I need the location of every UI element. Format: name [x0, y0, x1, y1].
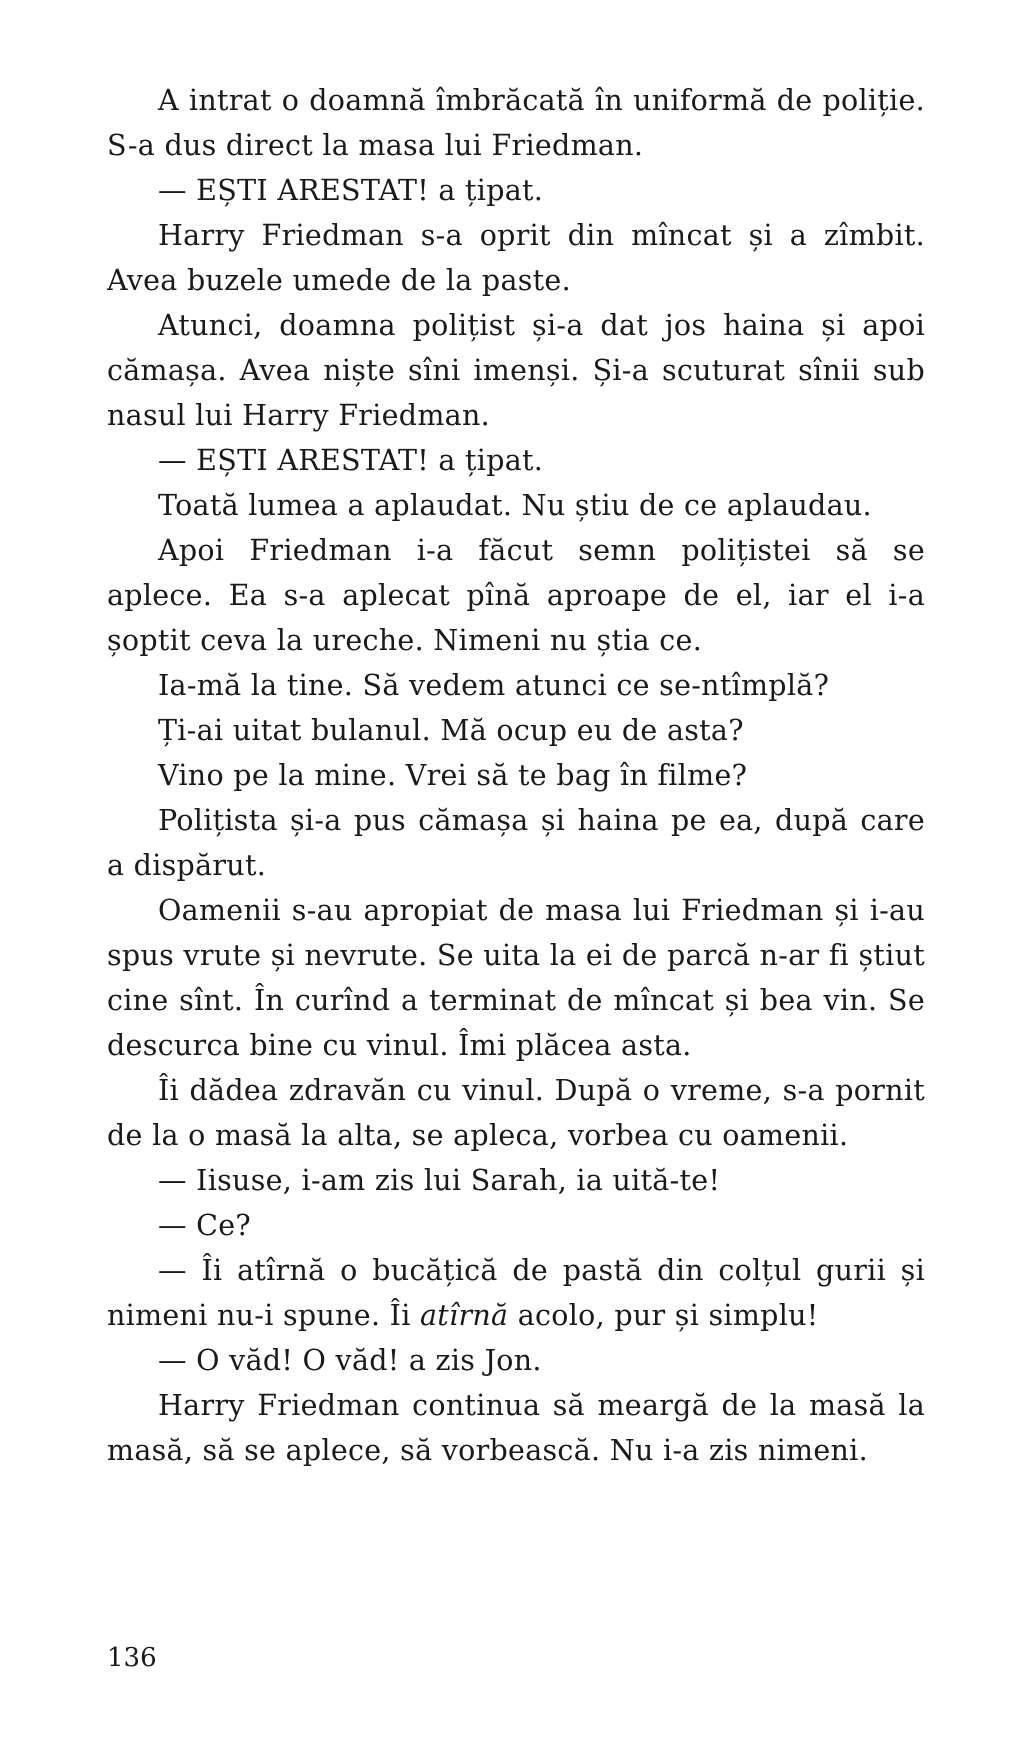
- paragraph-3: Harry Friedman s-a oprit din mîncat și a zîmbit. Avea buzele umede de la paste.: [107, 219, 925, 297]
- paragraph-6: Toată lumea a aplaudat. Nu știu de ce aplaudau.: [158, 489, 872, 522]
- paragraph-16-text-end: acolo, pur și simplu!: [508, 1299, 819, 1332]
- paragraph-8: Ia-mă la tine. Să vedem atunci ce se-ntîmplă?: [158, 669, 830, 702]
- paragraph-14: — Iisuse, i-am zis lui Sarah, ia uită-te!: [158, 1164, 721, 1197]
- paragraph-16-text-start: — Îi atîrnă o bucățică de pastă din colțul gurii și nimeni nu-i spune. Îi: [107, 1254, 925, 1332]
- paragraph-7: Apoi Friedman i-a făcut semn polițistei să se aplece. Ea s-a aplecat pînă aproape de el, iar el i-a șoptit ceva la ureche. Nimeni nu știa ce.: [107, 534, 925, 657]
- paragraph-16: [107, 1248, 925, 1338]
- book-page-body: [107, 78, 925, 1473]
- paragraph-17: — O văd! O văd! a zis Jon.: [158, 1344, 542, 1377]
- paragraph-2: — EȘTI ARESTAT! a țipat.: [158, 174, 544, 207]
- paragraph-5: — EȘTI ARESTAT! a țipat.: [158, 444, 544, 477]
- paragraph-11: Polițista și-a pus cămașa și haina pe ea, după care a dispărut.: [107, 804, 925, 882]
- paragraph-10: Vino pe la mine. Vrei să te bag în filme?: [158, 759, 748, 792]
- paragraph-18: Harry Friedman continua să meargă de la masă la masă, să se aplece, să vorbească. Nu i-a zis nimeni.: [107, 1389, 925, 1467]
- paragraph-12: Oamenii s-au apropiat de masa lui Friedman și i-au spus vrute și nevrute. Se uita la ei de parcă n-ar fi știut cine sînt. În curînd a terminat de mîncat și bea vin. Se descurca bine cu vinul. Îmi plăcea asta.: [107, 894, 925, 1062]
- emphasized-word: atîrnă: [420, 1299, 509, 1332]
- paragraph-13: Îi dădea zdravăn cu vinul. După o vreme, s-a pornit de la o masă la alta, se apleca, vorbea cu oamenii.: [107, 1074, 925, 1152]
- paragraph-15: — Ce?: [158, 1209, 252, 1242]
- paragraph-9: Ți-ai uitat bulanul. Mă ocup eu de asta?: [158, 714, 744, 747]
- paragraph-4: Atunci, doamna polițist și-a dat jos haina și apoi cămașa. Avea niște sîni imenși. Și-a scuturat sînii sub nasul lui Harry Friedman.: [107, 309, 925, 432]
- paragraph-1: A intrat o doamnă îmbrăcată în uniformă de poliție. S-a dus direct la masa lui Friedman.: [107, 84, 925, 162]
- page-number: 136: [107, 1643, 157, 1673]
